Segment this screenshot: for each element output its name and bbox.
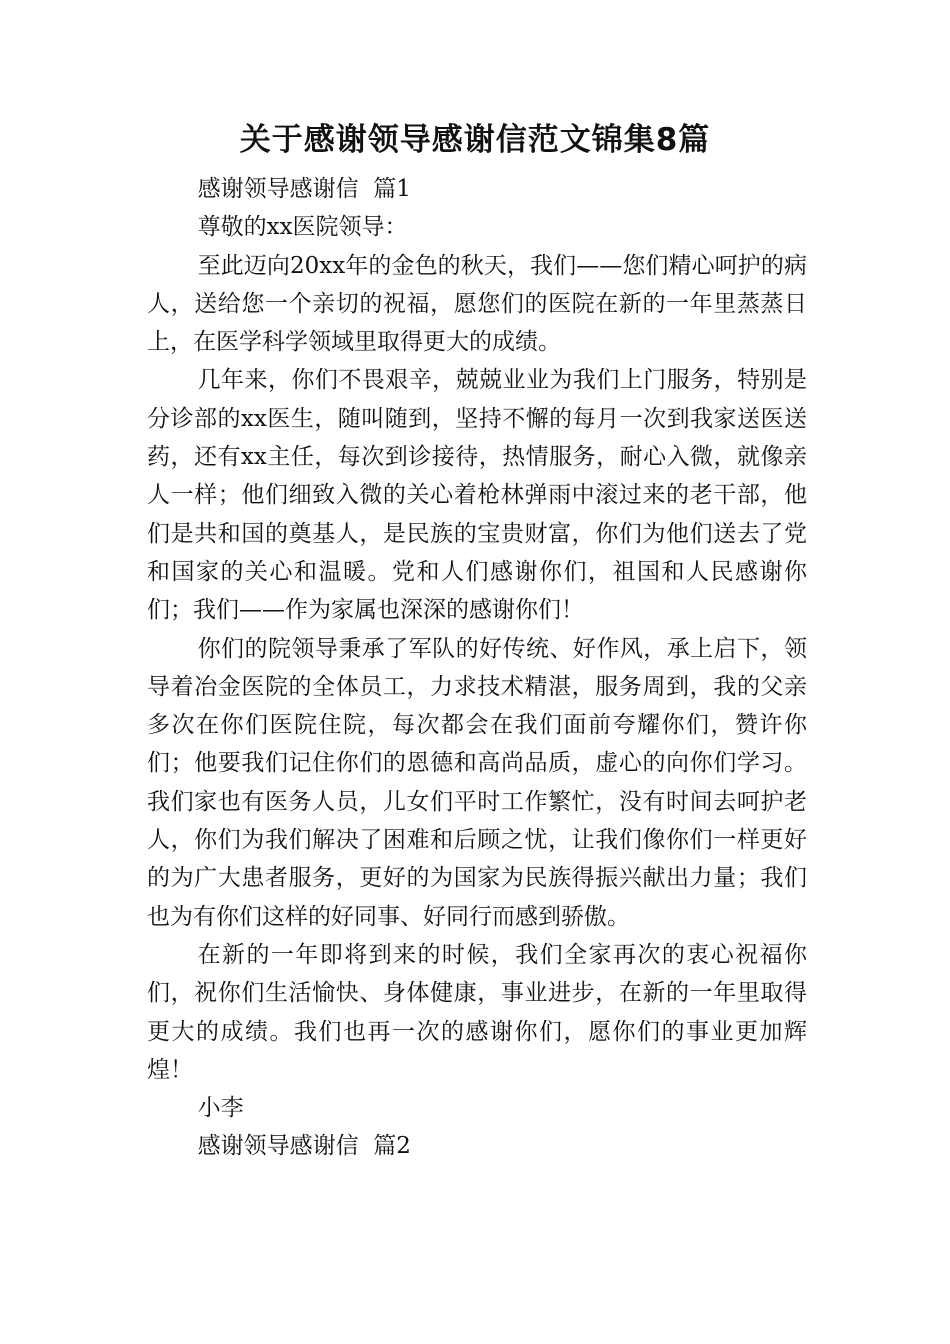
salutation: 尊敬的xx医院领导： (197, 214, 408, 241)
paragraph-1: 至此迈向20xx年的金色的秋天，我们——您们精心呵护的病人，送给您一个亲切的祝福，愿您们的医院在新的一年里蒸蒸日上，在医学科学领域里取得更大的成绩。 (147, 252, 807, 356)
document-body (147, 170, 807, 1166)
section-heading-2: 感谢领导感谢信 篇2 (197, 1133, 411, 1160)
paragraph-3: 你们的院领导秉承了军队的好传统、好作风，承上启下，领导着冶金医院的全体员工，力求技术精湛，服务周到，我的父亲多次在你们医院住院，每次都会在我们面前夸耀你们，赞许你们；他要我们记住你们的恩德和高尚品质，虚心的向你们学习。我们家也有医务人员，儿女们平时工作繁忙，没有时间去呵护老人，你们为我们解决了困难和后顾之忧，让我们像你们一样更好的为广大患者服务，更好的为国家为民族得振兴献出力量；我们也为有你们这样的好同事、好同行而感到骄傲。 (147, 635, 807, 930)
paragraph-2: 几年来，你们不畏艰辛，兢兢业业为我们上门服务，特别是分诊部的xx医生，随叫随到，坚持不懈的每月一次到我家送医送药，还有xx主任，每次到诊接待，热情服务，耐心入微，就像亲人一样；他们细致入微的关心着枪林弹雨中滚过来的老干部，他们是共和国的奠基人，是民族的宝贵财富，你们为他们送去了党和国家的关心和温暖。党和人们感谢你们，祖国和人民感谢你们；我们——作为家属也深深的感谢你们！ (147, 367, 807, 624)
section-heading-1: 感谢领导感谢信 篇1 (197, 176, 411, 202)
signature: 小李 (197, 1095, 244, 1122)
document-title: 关于感谢领导感谢信范文锦集8篇 (239, 122, 711, 158)
paragraph-4: 在新的一年即将到来的时候，我们全家再次的衷心祝福你们，祝你们生活愉快、身体健康，事业进步，在新的一年里取得更大的成绩。我们也再一次的感谢你们，愿你们的事业更加辉煌！ (147, 941, 807, 1083)
